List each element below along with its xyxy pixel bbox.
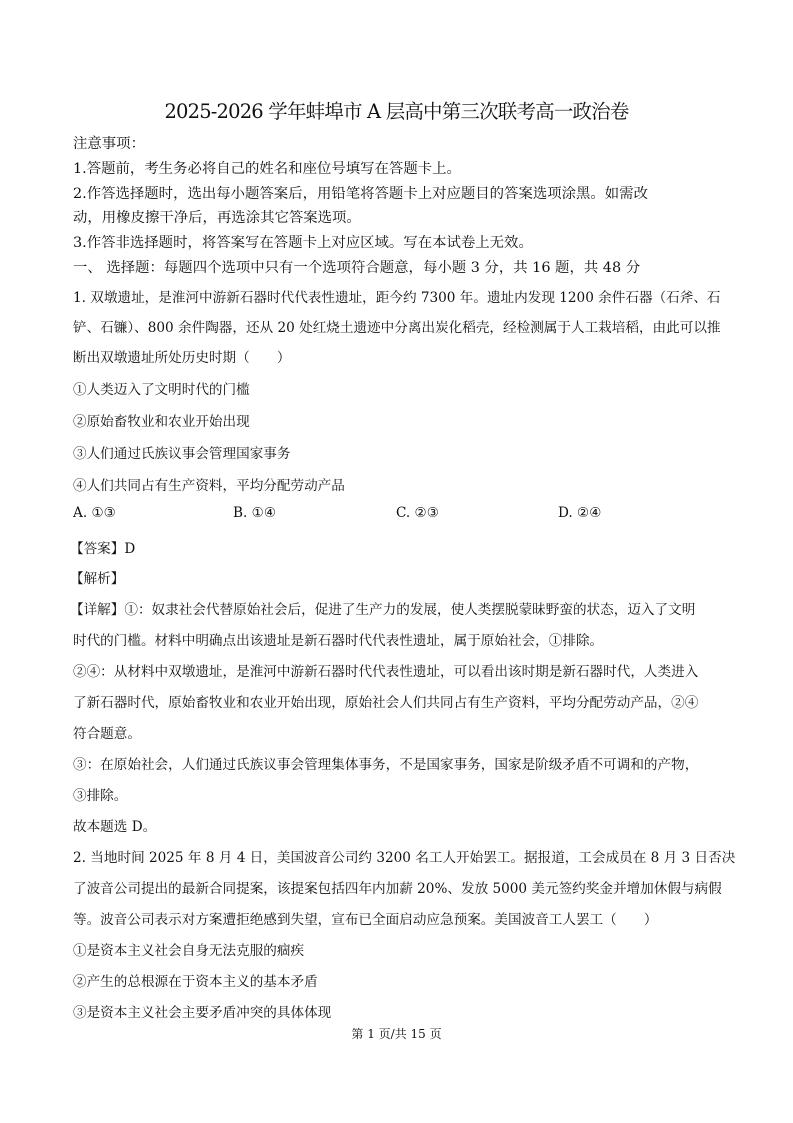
q1-statement: ①人类迈入了文明时代的门槛 <box>73 382 250 398</box>
q1-statement: ②原始畜牧业和农业开始出现 <box>73 414 250 430</box>
q1-explanation-line: 时代的门槛。材料中明确点出该遗址是新石器时代代表性遗址，属于原始社会，①排除。 <box>73 633 604 649</box>
q1-option-b: B. ①④ <box>233 505 277 521</box>
q1-option-c: C. ②③ <box>396 505 439 521</box>
q1-explanation-line: 【详解】①：奴隶社会代替原始社会后，促进了生产力的发展，使人类摆脱蒙昧野蛮的状态，迈入了文明 <box>70 602 696 618</box>
q1-explanation-line: 符合题意。 <box>73 726 141 742</box>
q2-statement: ②产生的总根源在于资本主义的基本矛盾 <box>73 974 318 990</box>
q1-option-a: A. ①③ <box>73 505 116 521</box>
q1-stem-line: 铲、石镰）、800 余件陶器，还从 20 处红烧土遗迹中分离出炭化稻壳，经检测属于人工栽培稻，由此可以推 <box>73 320 721 336</box>
q1-option-d: D. ②④ <box>558 505 602 521</box>
q1-explanation-line: ③：在原始社会，人们通过氏族议事会管理集体事务，不是国家事务，国家是阶级矛盾不可调和的产物， <box>73 757 699 773</box>
q2-statement: ③是资本主义社会主要矛盾冲突的具体体现 <box>73 1005 332 1021</box>
q1-explanation-line: ③排除。 <box>73 788 128 804</box>
q2-stem-line: 2. 当地时间 2025 年 8 月 4 日，美国波音公司约 3200 名工人开始罢工。据报道，工会成员在 8 月 3 日否决 <box>73 850 736 866</box>
notice-item: 2.作答选择题时，选出每小题答案后，用铅笔将答题卡上对应题目的答案选项涂黑。如需改 <box>73 186 648 202</box>
q2-stem-line: 了波音公司提出的最新合同提案，该提案包括四年内加薪 20%、发放 5000 美元签约奖金并增加休假与病假 <box>73 881 722 897</box>
notice-item: 1.答题前，考生务必将自己的姓名和座位号填写在答题卡上。 <box>73 161 461 177</box>
q1-analysis-label: 【解析】 <box>70 571 125 587</box>
q1-stem-line: 1. 双墩遗址，是淮河中游新石器时代代表性遗址，距今约 7300 年。遗址内发现 1200 余件石器（石斧、石 <box>73 290 721 306</box>
q2-statement: ①是资本主义社会自身无法克服的痼疾 <box>73 943 305 959</box>
q2-stem-line: 等。波音公司表示对方案遭拒绝感到失望，宣布已全面启动应急预案。美国波音工人罢工（ ） <box>73 912 658 928</box>
exam-title: 2025-2026 学年蚌埠市 A 层高中第三次联考高一政治卷 <box>164 100 629 123</box>
notice-item: 3.作答非选择题时，将答案写在答题卡上对应区域。写在本试卷上无效。 <box>73 235 533 251</box>
q1-explanation-line: 故本题选 D。 <box>73 819 157 835</box>
q1-answer: 【答案】D <box>70 541 136 557</box>
q1-statement: ③人们通过氏族议事会管理国家事务 <box>73 446 291 462</box>
q1-statement: ④人们共同占有生产资料，平均分配劳动产品 <box>73 478 345 494</box>
q1-stem-line: 断出双墩遗址所处历史时期（ ） <box>73 350 291 366</box>
q1-explanation-line: 了新石器时代，原始畜牧业和农业开始出现，原始社会人们共同占有生产资料，平均分配劳动产品，②④ <box>73 695 699 711</box>
notice-heading: 注意事项： <box>73 136 145 152</box>
page-footer: 第 1 页/共 15 页 <box>351 1027 442 1041</box>
section-heading: 一、 选择题：每题四个选项中只有一个选项符合题意，每小题 3 分，共 16 题，共 48 分 <box>73 260 641 276</box>
q1-explanation-line: ②④：从材料中双墩遗址，是淮河中游新石器时代代表性遗址，可以看出该时期是新石器时代，人类进入 <box>73 664 699 680</box>
notice-item: 动，用橡皮擦干净后，再选涂其它答案选项。 <box>73 210 361 226</box>
